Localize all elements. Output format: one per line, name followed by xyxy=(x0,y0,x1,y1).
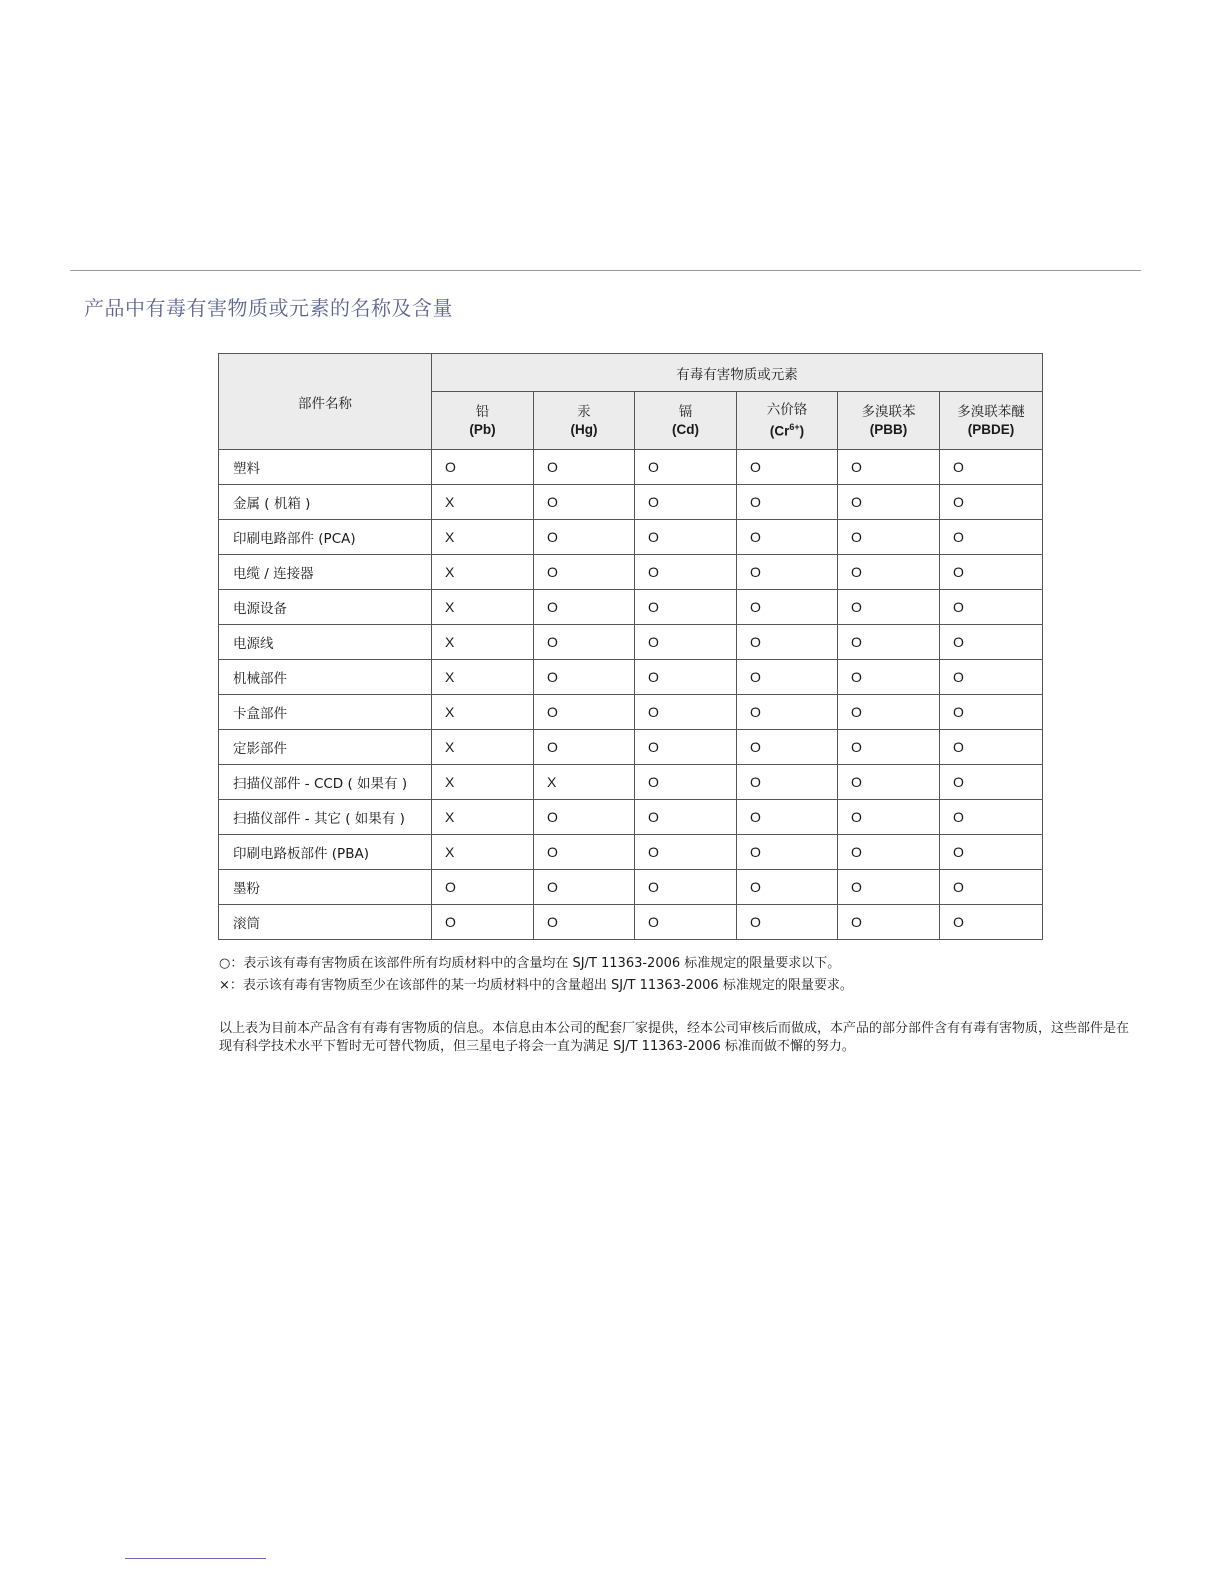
table-row xyxy=(219,835,1043,870)
legend-notes xyxy=(219,953,853,997)
substance-mark-cell: X xyxy=(432,555,534,590)
section-title: 产品中有毒有害物质或元素的名称及含量 xyxy=(84,296,453,320)
element-name: 六价铬 xyxy=(766,401,808,418)
substance-mark-cell: O xyxy=(737,835,838,870)
substance-mark-cell: O xyxy=(838,695,940,730)
element-symbol: $(Cr^{6+})$ xyxy=(769,421,805,439)
element-name: 多溴联苯醚 xyxy=(957,403,1025,420)
substance-mark-cell: O xyxy=(940,660,1043,695)
part-name-cell: 电源线 xyxy=(219,625,432,660)
substance-mark-cell: O xyxy=(635,660,737,695)
legend-circle-note: ○：表示该有毒有害物质在该部件所有均质材料中的含量均在 SJ/T 11363-2006 标准规定的限量要求以下。 xyxy=(219,956,841,971)
substance-mark-cell: O xyxy=(534,835,635,870)
substance-mark-cell: O xyxy=(940,765,1043,800)
substance-mark-cell: X xyxy=(432,520,534,555)
element-header-cr6 xyxy=(737,392,838,450)
substance-mark-cell: O xyxy=(534,695,635,730)
element-symbol: (Pb) xyxy=(469,421,496,437)
substance-mark-cell: O xyxy=(635,730,737,765)
substance-mark-cell: O xyxy=(838,765,940,800)
substance-mark-cell: X xyxy=(432,765,534,800)
substance-mark-cell: X xyxy=(432,485,534,520)
substance-mark-cell: X xyxy=(432,660,534,695)
substance-mark-cell: O xyxy=(432,450,534,485)
table-row xyxy=(219,660,1043,695)
substance-mark-cell: O xyxy=(737,520,838,555)
part-name-cell: 电缆 / 连接器 xyxy=(219,555,432,590)
part-name-cell: 金属 ( 机箱 ) xyxy=(219,485,432,520)
table-row xyxy=(219,485,1043,520)
substance-mark-cell: O xyxy=(534,870,635,905)
substance-mark-cell: O xyxy=(737,905,838,940)
substance-mark-cell: O xyxy=(635,520,737,555)
substance-mark-cell: O xyxy=(432,905,534,940)
part-name-cell: 滚筒 xyxy=(219,905,432,940)
substance-mark-cell: X xyxy=(432,590,534,625)
substance-mark-cell: X xyxy=(432,625,534,660)
section-divider xyxy=(70,270,1141,271)
substance-mark-cell: O xyxy=(838,660,940,695)
element-header-pb xyxy=(432,392,534,450)
part-name-cell: 塑料 xyxy=(219,450,432,485)
part-name-cell: 扫描仪部件 - 其它 ( 如果有 ) xyxy=(219,800,432,835)
substance-mark-cell: O xyxy=(940,905,1043,940)
substance-mark-cell: O xyxy=(635,450,737,485)
part-name-cell: 电源设备 xyxy=(219,590,432,625)
substance-mark-cell: O xyxy=(534,590,635,625)
substance-mark-cell: O xyxy=(838,485,940,520)
substance-mark-cell: O xyxy=(635,765,737,800)
substance-mark-cell: O xyxy=(635,555,737,590)
substance-mark-cell: O xyxy=(635,905,737,940)
substance-mark-cell: O xyxy=(737,660,838,695)
substance-mark-cell: O xyxy=(737,800,838,835)
substance-mark-cell: O xyxy=(940,590,1043,625)
table-row xyxy=(219,450,1043,485)
element-symbol: (PBB) xyxy=(869,421,908,437)
substance-mark-cell: O xyxy=(534,555,635,590)
substance-mark-cell: O xyxy=(838,730,940,765)
substance-mark-cell: X xyxy=(432,800,534,835)
substance-mark-cell: O xyxy=(737,485,838,520)
substance-mark-cell: O xyxy=(737,555,838,590)
substance-mark-cell: O xyxy=(838,450,940,485)
substance-mark-cell: O xyxy=(737,695,838,730)
table-row xyxy=(219,695,1043,730)
part-name-header: 部件名称 xyxy=(219,354,432,450)
substance-mark-cell: O xyxy=(534,485,635,520)
substance-mark-cell: O xyxy=(940,835,1043,870)
element-header-pbb xyxy=(838,392,940,450)
substance-mark-cell: O xyxy=(737,450,838,485)
substance-mark-cell: O xyxy=(838,835,940,870)
substance-mark-cell: O xyxy=(940,520,1043,555)
element-symbol: (Hg) xyxy=(570,421,598,437)
substance-mark-cell: O xyxy=(838,905,940,940)
table-row xyxy=(219,800,1043,835)
element-header-cd xyxy=(635,392,737,450)
table-row xyxy=(219,870,1043,905)
table-row xyxy=(219,765,1043,800)
substance-mark-cell: O xyxy=(534,660,635,695)
part-name-cell: 扫描仪部件 - CCD ( 如果有 ) xyxy=(219,765,432,800)
substance-mark-cell: O xyxy=(635,625,737,660)
substance-mark-cell: O xyxy=(635,590,737,625)
part-name-cell: 定影部件 xyxy=(219,730,432,765)
substance-mark-cell: O xyxy=(534,625,635,660)
legend-cross-note: ×：表示该有毒有害物质至少在该部件的某一均质材料中的含量超出 SJ/T 11363-2006 标准规定的限量要求。 xyxy=(219,978,853,993)
substance-mark-cell: O xyxy=(838,520,940,555)
substance-mark-cell: O xyxy=(737,730,838,765)
substance-mark-cell: O xyxy=(635,485,737,520)
substance-mark-cell: X xyxy=(432,835,534,870)
substance-mark-cell: O xyxy=(838,625,940,660)
substance-mark-cell: O xyxy=(635,695,737,730)
substance-mark-cell: O xyxy=(838,555,940,590)
part-name-cell: 印刷电路部件 (PCA) xyxy=(219,520,432,555)
table-row xyxy=(219,625,1043,660)
substance-mark-cell: O xyxy=(534,450,635,485)
table-row xyxy=(219,590,1043,625)
part-name-cell: 卡盒部件 xyxy=(219,695,432,730)
substance-mark-cell: O xyxy=(635,835,737,870)
substance-mark-cell: X xyxy=(432,695,534,730)
substance-group-header: 有毒有害物质或元素 xyxy=(432,354,1043,392)
substance-mark-cell: O xyxy=(838,590,940,625)
substance-mark-cell: O xyxy=(940,730,1043,765)
substance-mark-cell: O xyxy=(635,800,737,835)
element-name: 铅 xyxy=(475,403,490,420)
substance-mark-cell: O xyxy=(534,730,635,765)
element-header-pbde xyxy=(940,392,1043,450)
element-name: 多溴联苯 xyxy=(861,403,916,420)
substance-mark-cell: O xyxy=(432,870,534,905)
substance-mark-cell: O xyxy=(940,800,1043,835)
table-row xyxy=(219,555,1043,590)
compliance-statement: 以上表为目前本产品含有有毒有害物质的信息。本信息由本公司的配套厂家提供，经本公司审核后而做成，本产品的部分部件含有有毒有害物质，这些部件是在现有科学技术水平下暂时无可替代物质，但三星电子将会一直为满足 SJ/T 11363-2006 标准而做不懈的努力。 xyxy=(219,1021,1130,1054)
substance-mark-cell: O xyxy=(940,695,1043,730)
substance-mark-cell: O xyxy=(534,905,635,940)
footer-rule xyxy=(125,1558,266,1559)
substance-mark-cell: O xyxy=(534,520,635,555)
table-row xyxy=(219,520,1043,555)
substance-mark-cell: O xyxy=(737,870,838,905)
substance-mark-cell: O xyxy=(838,800,940,835)
element-name: 镉 xyxy=(678,403,693,420)
element-symbol: (PBDE) xyxy=(967,421,1015,437)
substance-mark-cell: O xyxy=(737,625,838,660)
table-row xyxy=(219,905,1043,940)
hazardous-substances-table xyxy=(218,353,1043,940)
table-row xyxy=(219,730,1043,765)
substance-mark-cell: O xyxy=(737,590,838,625)
part-name-cell: 墨粉 xyxy=(219,870,432,905)
substance-mark-cell: X xyxy=(534,765,635,800)
part-name-cell: 印刷电路板部件 (PBA) xyxy=(219,835,432,870)
substance-mark-cell: O xyxy=(940,555,1043,590)
substance-mark-cell: X xyxy=(432,730,534,765)
element-symbol: (Cd) xyxy=(672,421,699,437)
substance-mark-cell: O xyxy=(940,625,1043,660)
part-name-cell: 机械部件 xyxy=(219,660,432,695)
element-header-hg xyxy=(534,392,635,450)
element-name: 汞 xyxy=(577,403,591,420)
substance-mark-cell: O xyxy=(940,450,1043,485)
substance-mark-cell: O xyxy=(635,870,737,905)
substance-mark-cell: O xyxy=(534,800,635,835)
substance-mark-cell: O xyxy=(838,870,940,905)
substance-mark-cell: O xyxy=(940,485,1043,520)
substance-mark-cell: O xyxy=(940,870,1043,905)
substance-mark-cell: O xyxy=(737,765,838,800)
